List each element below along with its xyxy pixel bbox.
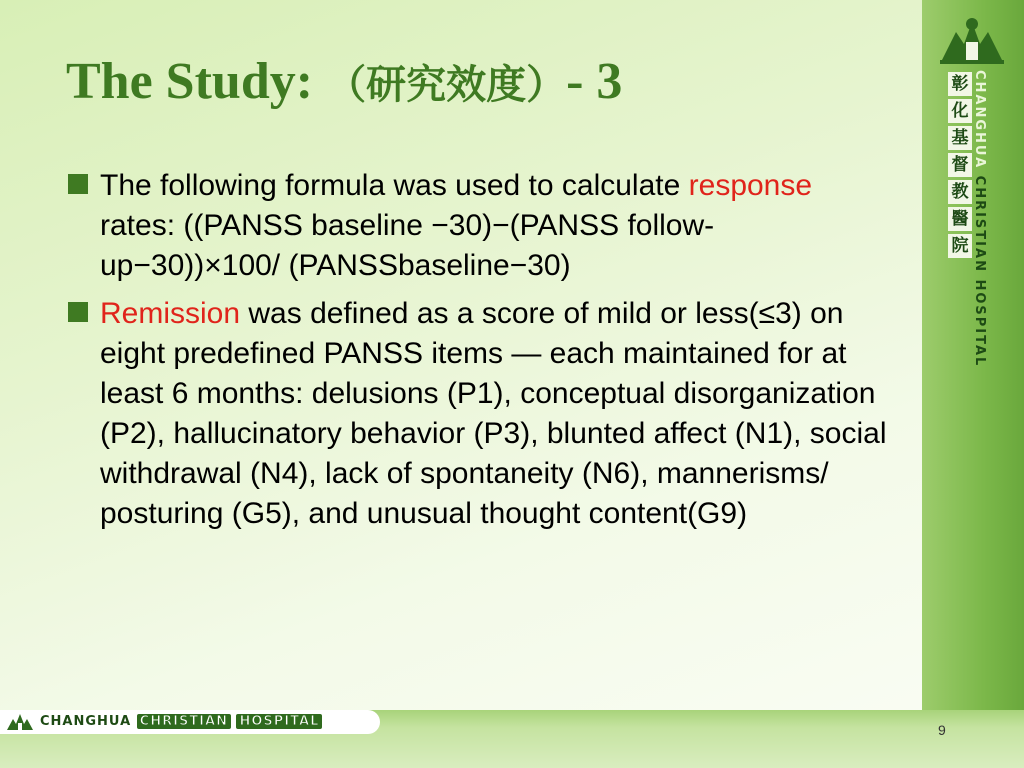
footer-hospital-name bbox=[40, 714, 322, 729]
cn-char: 教 bbox=[948, 180, 972, 204]
slide-title bbox=[66, 52, 622, 111]
vertical-en-part2: CHRISTIAN HOSPITAL bbox=[972, 169, 987, 368]
square-bullet-icon bbox=[68, 302, 88, 322]
bullet-rest: was defined as a score of mild or less(≤3) on eight predefined PANSS items — each maintained for at least 6 months: delusions (P1), conceptual disorganization (P2), hallucinatory behavior (P3), blunted affect (N1), social withdrawal (N4), lack of spontaneity (N6), mannerisms/ posturing (G5), and unusual thought content(G9) bbox=[100, 297, 887, 530]
footer-name-3: HOSPITAL bbox=[236, 714, 322, 729]
title-prefix: The Study: bbox=[66, 53, 327, 110]
hospital-logo-icon bbox=[936, 14, 1008, 66]
bullet-item bbox=[68, 294, 888, 534]
title-cjk: （研究效度） bbox=[326, 62, 567, 108]
bullet-item bbox=[68, 166, 888, 286]
hospital-logo-icon bbox=[6, 712, 34, 732]
cn-char: 醫 bbox=[948, 207, 972, 231]
cn-char: 彰 bbox=[948, 72, 972, 96]
slide-content bbox=[68, 166, 888, 542]
vertical-en-part1: CHANGHUA bbox=[972, 70, 987, 170]
cn-char: 督 bbox=[948, 153, 972, 177]
square-bullet-icon bbox=[68, 174, 88, 194]
footer-name-1: CHANGHUA bbox=[40, 714, 132, 729]
footer-name-2: CHRISTIAN bbox=[137, 714, 231, 729]
bullet-lead: The following formula was used to calculate bbox=[100, 169, 689, 202]
cn-char: 院 bbox=[948, 234, 972, 258]
title-suffix: - 3 bbox=[566, 53, 623, 110]
cn-char: 基 bbox=[948, 126, 972, 150]
hospital-english-vertical bbox=[972, 70, 987, 367]
highlight-term: response bbox=[688, 169, 813, 202]
highlight-term: Remission bbox=[100, 297, 241, 330]
bullet-text bbox=[100, 166, 888, 286]
bullet-rest: rates: ((PANSS baseline −30)−(PANSS follow-up−30))×100/ (PANSSbaseline−30) bbox=[100, 209, 715, 282]
bullet-text bbox=[100, 294, 888, 534]
cn-char: 化 bbox=[948, 99, 972, 123]
page-number: 9 bbox=[938, 722, 946, 738]
